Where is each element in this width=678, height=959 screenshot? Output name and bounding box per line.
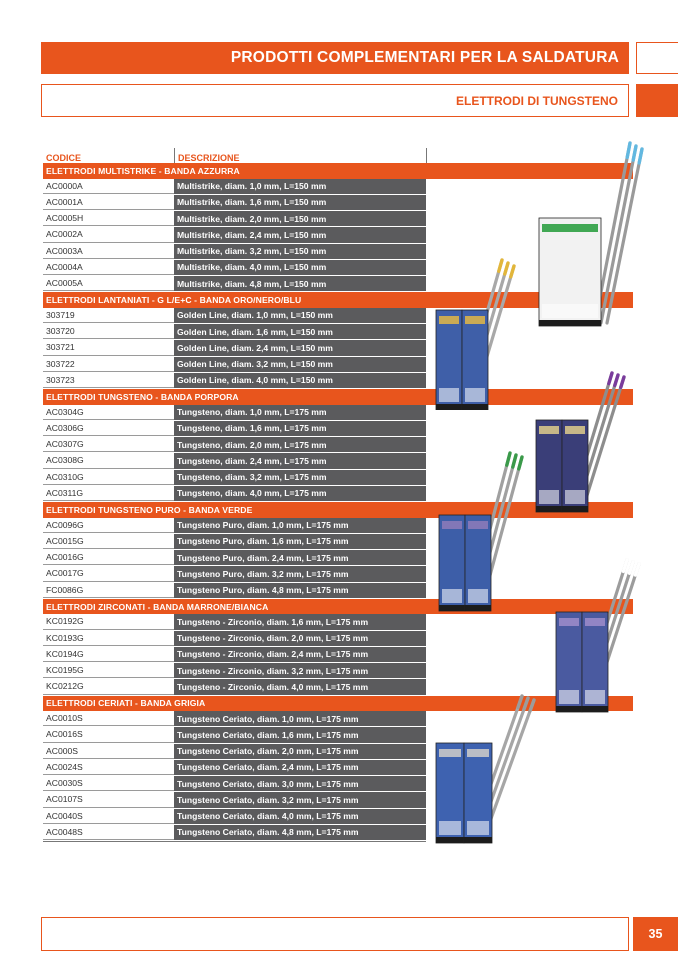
product-code: AC0096G xyxy=(43,518,174,533)
product-code: AC0040S xyxy=(43,809,174,824)
product-code: 303722 xyxy=(43,357,174,372)
product-code: AC0024S xyxy=(43,760,174,775)
product-code: AC0015G xyxy=(43,534,174,549)
product-description: Tungsteno Ceriato, diam. 2,0 mm, L=175 mm xyxy=(174,744,426,759)
product-description: Tungsteno Ceriato, diam. 2,4 mm, L=175 mm xyxy=(174,760,426,775)
table-row xyxy=(43,195,426,211)
product-description: Tungsteno - Zirconio, diam. 4,0 mm, L=175 mm xyxy=(174,679,426,694)
table-row xyxy=(43,227,426,243)
subtitle-tab-block xyxy=(636,84,678,117)
table-row xyxy=(43,760,426,776)
package-sticker xyxy=(585,690,605,704)
electrode-band xyxy=(505,263,508,274)
page-title-bar xyxy=(41,42,629,74)
product-description: Tungsteno - Zirconio, diam. 1,6 mm, L=175 mm xyxy=(174,614,426,629)
column-header-description-label: DESCRIZIONE xyxy=(178,153,240,163)
table-row xyxy=(43,324,426,340)
table-row xyxy=(43,711,426,727)
electrode-band xyxy=(499,260,502,271)
product-description: Tungsteno, diam. 2,0 mm, L=175 mm xyxy=(174,437,426,452)
tungsteno-porpora-product-image xyxy=(532,365,642,515)
package-label xyxy=(585,618,605,626)
table-row xyxy=(43,614,426,630)
table-row xyxy=(43,534,426,550)
table-row xyxy=(43,211,426,227)
package-sticker xyxy=(559,690,579,704)
table-row xyxy=(43,583,426,599)
product-description: Multistrike, diam. 2,4 mm, L=150 mm xyxy=(174,227,426,242)
package-base xyxy=(465,605,491,611)
table-row xyxy=(43,792,426,808)
section-header: ELETTRODI LANTANIATI - G L/E+C - BANDA ORO/NERO/BLU xyxy=(43,292,633,308)
product-code: AC0004A xyxy=(43,260,174,275)
product-description: Golden Line, diam. 1,0 mm, L=150 mm xyxy=(174,308,426,323)
product-code: 303720 xyxy=(43,324,174,339)
package-base xyxy=(439,605,465,611)
section-header: ELETTRODI CERIATI - BANDA GRIGIA xyxy=(43,696,633,712)
product-code: AC0310G xyxy=(43,470,174,485)
product-code: AC0307G xyxy=(43,437,174,452)
product-description: Tungsteno, diam. 2,4 mm, L=175 mm xyxy=(174,453,426,468)
column-header-code: CODICE xyxy=(46,153,82,163)
package-sticker xyxy=(465,388,485,402)
product-code: AC0000A xyxy=(43,179,174,194)
electrode-band xyxy=(633,146,636,160)
table-row xyxy=(43,357,426,373)
package-label xyxy=(468,521,488,529)
table-row xyxy=(43,776,426,792)
product-code: AC000S xyxy=(43,744,174,759)
electrode-band xyxy=(518,696,522,707)
table-row xyxy=(43,437,426,453)
product-description: Golden Line, diam. 3,2 mm, L=150 mm xyxy=(174,357,426,372)
product-code: KC0212G xyxy=(43,679,174,694)
table-row xyxy=(43,244,426,260)
tungsteno-puro-product-image xyxy=(435,445,535,615)
table-row xyxy=(43,179,426,195)
product-description: Tungsteno Puro, diam. 1,0 mm, L=175 mm xyxy=(174,518,426,533)
electrode-band xyxy=(629,562,633,573)
product-code: AC0306G xyxy=(43,421,174,436)
table-row xyxy=(43,405,426,421)
table-row xyxy=(43,453,426,469)
column-divider xyxy=(426,148,427,163)
package-base xyxy=(464,837,492,843)
package-base xyxy=(436,837,464,843)
product-description: Tungsteno Ceriato, diam. 4,0 mm, L=175 mm xyxy=(174,809,426,824)
product-code: AC0107S xyxy=(43,792,174,807)
product-description: Tungsteno, diam. 1,6 mm, L=175 mm xyxy=(174,421,426,436)
product-description: Tungsteno Ceriato, diam. 3,0 mm, L=175 mm xyxy=(174,776,426,791)
section-header: ELETTRODI TUNGSTENO - BANDA PORPORA xyxy=(43,389,633,405)
product-code: 303721 xyxy=(43,340,174,355)
product-description: Golden Line, diam. 2,4 mm, L=150 mm xyxy=(174,340,426,355)
product-description: Tungsteno, diam. 3,2 mm, L=175 mm xyxy=(174,470,426,485)
product-code: KC0192G xyxy=(43,614,174,629)
header-tab-outline xyxy=(636,42,678,74)
product-code: KC0193G xyxy=(43,631,174,646)
table-row xyxy=(43,825,426,841)
package-label xyxy=(442,521,462,529)
product-description: Multistrike, diam. 1,6 mm, L=150 mm xyxy=(174,195,426,210)
product-code: AC0005A xyxy=(43,276,174,291)
page-number-block xyxy=(633,917,678,951)
electrode-band xyxy=(639,149,642,163)
product-code: AC0010S xyxy=(43,711,174,726)
electrode-band xyxy=(635,564,639,575)
electrode-band xyxy=(519,457,522,469)
table-row xyxy=(43,679,426,695)
package-sticker xyxy=(542,304,598,318)
table-row xyxy=(43,631,426,647)
table-row xyxy=(43,566,426,582)
electrode-band xyxy=(621,377,624,387)
electrode-band xyxy=(623,560,627,571)
product-description: Tungsteno Puro, diam. 1,6 mm, L=175 mm xyxy=(174,534,426,549)
product-description: Tungsteno Ceriato, diam. 1,0 mm, L=175 mm xyxy=(174,711,426,726)
table-row xyxy=(43,373,426,389)
table-row xyxy=(43,276,426,292)
table-row xyxy=(43,550,426,566)
product-description: Tungsteno Puro, diam. 3,2 mm, L=175 mm xyxy=(174,566,426,581)
electrode-band xyxy=(524,698,528,709)
package-sticker xyxy=(439,821,461,835)
ceriati-product-image xyxy=(432,688,542,848)
product-code: AC0016S xyxy=(43,727,174,742)
package-sticker xyxy=(565,490,585,504)
electrode-band xyxy=(627,143,630,157)
electrode-band xyxy=(511,266,514,277)
electrode-band xyxy=(615,375,618,385)
table-row xyxy=(43,744,426,760)
package-base xyxy=(556,706,582,712)
package-base xyxy=(582,706,608,712)
package-base xyxy=(436,404,462,410)
product-description: Golden Line, diam. 1,6 mm, L=150 mm xyxy=(174,324,426,339)
product-description: Tungsteno Ceriato, diam. 1,6 mm, L=175 mm xyxy=(174,727,426,742)
product-code: FC0086G xyxy=(43,583,174,598)
product-code: AC0001A xyxy=(43,195,174,210)
product-code: KC0194G xyxy=(43,647,174,662)
section-header: ELETTRODI MULTISTRIKE - BANDA AZZURRA xyxy=(43,163,633,179)
multistrike-product-image xyxy=(535,138,645,328)
column-header-description xyxy=(174,148,426,163)
product-code: AC0016G xyxy=(43,550,174,565)
table-row xyxy=(43,470,426,486)
table-bottom-rule xyxy=(43,841,426,842)
section-subtitle-bar xyxy=(41,84,629,117)
product-code: AC0017G xyxy=(43,566,174,581)
section-header: ELETTRODI ZIRCONATI - BANDA MARRONE/BIANCA xyxy=(43,599,633,615)
section-subtitle: ELETTRODI DI TUNGSTENO xyxy=(456,93,618,108)
golden-line-product-image xyxy=(432,250,532,410)
product-code: AC0311G xyxy=(43,486,174,501)
zirconati-product-image xyxy=(552,552,652,717)
package-base xyxy=(539,320,601,326)
package-label xyxy=(439,316,459,324)
page-title: PRODOTTI COMPLEMENTARI PER LA SALDATURA xyxy=(230,49,619,66)
package-label xyxy=(439,749,461,757)
table-row xyxy=(43,663,426,679)
package-label xyxy=(539,426,559,434)
product-description: Tungsteno Puro, diam. 2,4 mm, L=175 mm xyxy=(174,550,426,565)
package-sticker xyxy=(439,388,459,402)
product-code: AC0030S xyxy=(43,776,174,791)
table-row xyxy=(43,518,426,534)
product-code: 303719 xyxy=(43,308,174,323)
table-row xyxy=(43,421,426,437)
table-row xyxy=(43,486,426,502)
product-description: Tungsteno - Zirconio, diam. 2,4 mm, L=175 mm xyxy=(174,647,426,662)
product-description: Golden Line, diam. 4,0 mm, L=150 mm xyxy=(174,373,426,388)
package-sticker xyxy=(442,589,462,603)
product-code: AC0005H xyxy=(43,211,174,226)
package-base xyxy=(462,404,488,410)
product-description: Tungsteno Ceriato, diam. 4,8 mm, L=175 mm xyxy=(174,825,426,840)
page-number: 35 xyxy=(648,927,663,941)
product-description: Tungsteno Puro, diam. 4,8 mm, L=175 mm xyxy=(174,583,426,598)
product-description: Tungsteno - Zirconio, diam. 3,2 mm, L=175 mm xyxy=(174,663,426,678)
electrode-rod xyxy=(601,146,636,323)
product-description: Tungsteno Ceriato, diam. 3,2 mm, L=175 mm xyxy=(174,792,426,807)
package-label xyxy=(465,316,485,324)
package-sticker xyxy=(468,589,488,603)
product-description: Tungsteno, diam. 1,0 mm, L=175 mm xyxy=(174,405,426,420)
package-sticker xyxy=(467,821,489,835)
product-description: Multistrike, diam. 4,8 mm, L=150 mm xyxy=(174,276,426,291)
package-base xyxy=(536,506,562,512)
section-header: ELETTRODI TUNGSTENO PURO - BANDA VERDE xyxy=(43,502,633,518)
product-description: Multistrike, diam. 2,0 mm, L=150 mm xyxy=(174,211,426,226)
table-row xyxy=(43,647,426,663)
product-code: AC0003A xyxy=(43,244,174,259)
product-code: KC0195G xyxy=(43,663,174,678)
electrode-band xyxy=(513,455,516,467)
product-description: Multistrike, diam. 3,2 mm, L=150 mm xyxy=(174,244,426,259)
table-row xyxy=(43,340,426,356)
electrode-band xyxy=(507,453,510,465)
package-sticker xyxy=(539,490,559,504)
electrode-band xyxy=(530,700,534,711)
package-label xyxy=(559,618,579,626)
product-code: AC0308G xyxy=(43,453,174,468)
table-row xyxy=(43,260,426,276)
package-base xyxy=(562,506,588,512)
footer-bar xyxy=(41,917,629,951)
package-label xyxy=(542,224,598,232)
package-label xyxy=(565,426,585,434)
product-code: AC0002A xyxy=(43,227,174,242)
product-code: 303723 xyxy=(43,373,174,388)
product-description: Tungsteno, diam. 4,0 mm, L=175 mm xyxy=(174,486,426,501)
package-label xyxy=(467,749,489,757)
table-row xyxy=(43,727,426,743)
table-row xyxy=(43,308,426,324)
electrode-band xyxy=(609,373,612,384)
product-description: Multistrike, diam. 4,0 mm, L=150 mm xyxy=(174,260,426,275)
product-code: AC0048S xyxy=(43,825,174,840)
product-description: Tungsteno - Zirconio, diam. 2,0 mm, L=175 mm xyxy=(174,631,426,646)
product-description: Multistrike, diam. 1,0 mm, L=150 mm xyxy=(174,179,426,194)
product-code: AC0304G xyxy=(43,405,174,420)
table-row xyxy=(43,809,426,825)
